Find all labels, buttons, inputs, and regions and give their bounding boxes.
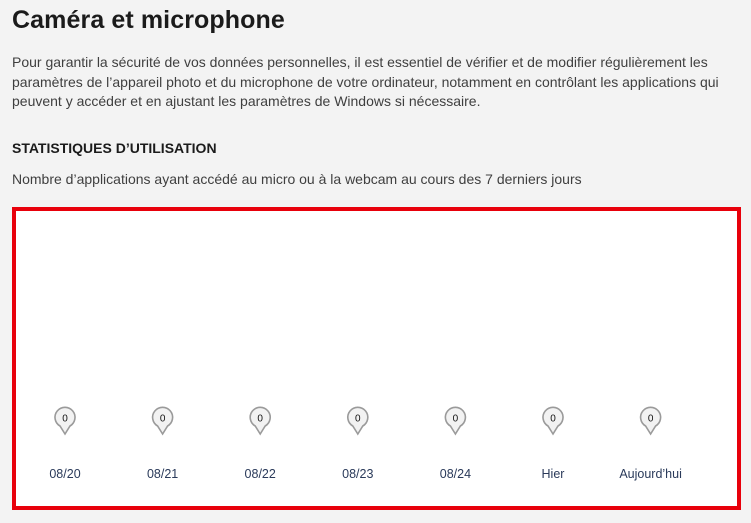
x-tick-label: Aujourd’hui <box>619 467 682 481</box>
data-label: 0 <box>647 413 654 425</box>
x-tick-label: 08/24 <box>439 467 472 481</box>
x-tick-label: Hier <box>541 467 565 481</box>
x-tick-label: 08/20 <box>49 467 81 481</box>
data-label: 0 <box>452 413 459 425</box>
data-label: 0 <box>257 413 263 425</box>
x-tick-label: 08/23 <box>342 467 374 481</box>
data-label: 0 <box>62 413 68 425</box>
usage-chart <box>16 211 737 506</box>
usage-stats-subtitle: Nombre d’applications ayant accédé au micro ou à la webcam au cours des 7 derniers jours <box>12 171 582 187</box>
x-tick-label: 08/22 <box>244 467 276 481</box>
data-label: 0 <box>355 413 361 425</box>
data-label: 0 <box>550 413 556 425</box>
usage-stats-heading: STATISTIQUES D’UTILISATION <box>12 140 217 156</box>
page-title: Caméra et microphone <box>12 6 285 34</box>
page-description: Pour garantir la sécurité de vos données personnelles, il est essentiel de vérifier et de modifier régulièrement les paramètres de l’appareil photo et du microphone de votre ordinateur, notamment en contrôlant les applications qui peuvent y accéder et en ajustant les paramètres de Windows si nécessaire. <box>12 54 719 109</box>
x-tick-label: 08/21 <box>146 467 179 481</box>
data-label: 0 <box>159 413 166 425</box>
usage-chart-card <box>12 207 741 510</box>
